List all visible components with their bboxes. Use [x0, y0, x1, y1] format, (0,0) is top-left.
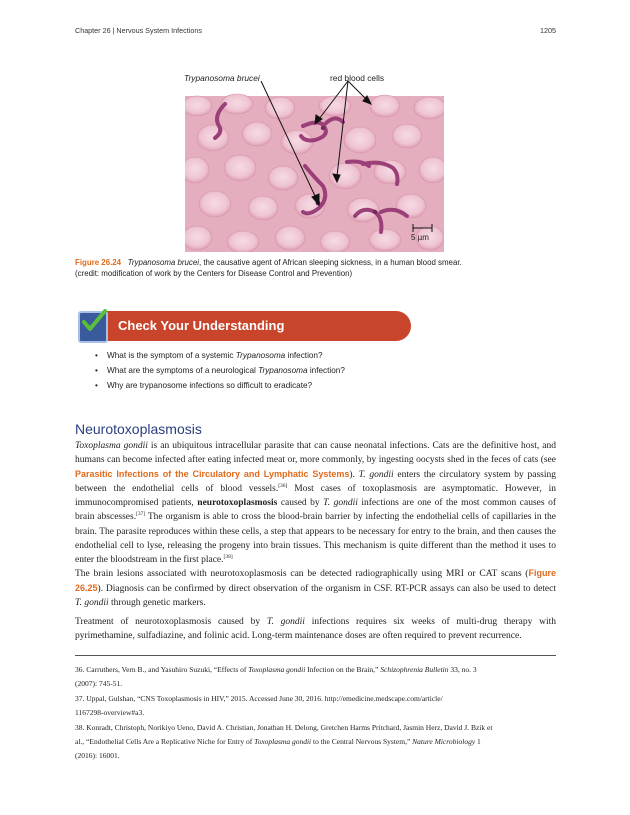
checkbox-icon — [78, 311, 108, 343]
key-term: neurotoxoplasmosis — [197, 498, 278, 509]
caption-credit: (credit: modification of work by the Centers for Disease Control and Prevention) — [75, 268, 353, 278]
figure-caption — [75, 258, 556, 279]
bullet-icon: • — [95, 366, 98, 375]
page-header — [75, 26, 556, 35]
running-head: Chapter 26 | Nervous System Infections — [75, 26, 202, 35]
page-number: 1205 — [540, 26, 556, 35]
footnote-37[interactable]: 37. Uppal, Gulshan, “CNS Toxoplasmosis in HIV,” 2015. Accessed June 30, 2016. http://emedicine.medscape.com/article/ — [75, 693, 443, 703]
paragraph-3: Treatment of neurotoxoplasmosis caused by T. gondii infections requires six weeks of multi-drug therapy with pyrimethamine, sulfadiazine, and folinic acid. Long-term maintenance doses are often required to prevent recurrence. — [75, 617, 557, 642]
reference-36[interactable]: [36] — [278, 483, 288, 490]
banner-title: Check Your Understanding — [118, 318, 285, 333]
understanding-questions — [95, 350, 525, 395]
reference-38[interactable]: [38] — [223, 553, 233, 560]
bullet-icon: • — [95, 381, 98, 390]
label-red-blood-cells: red blood cells — [330, 73, 385, 83]
question-item: • Why are trypanosome infections so difficult to eradicate? — [95, 381, 313, 390]
question-item: • What are the symptoms of a neurological Trypanosoma infection? — [95, 366, 345, 375]
blood-smear-micrograph — [185, 66, 444, 252]
footnote-38-end: (2016): 16001. — [75, 751, 120, 761]
link-parasitic-infections[interactable]: Parasitic Infections of the Circulatory and Lymphatic Systems — [75, 469, 350, 480]
label-trypanosoma-brucei: Trypanosoma brucei — [184, 73, 260, 83]
footnote-37-cont[interactable]: 1167298-overview#a3. — [75, 708, 145, 718]
figure-number: Figure 26.24 — [75, 258, 122, 267]
footnotes — [75, 663, 556, 764]
footnote-38-cont: al., “Endothelial Cells Are a Replicative Niche for Entry of Toxoplasma gondii to the Central Nervous System,” Nature Microbiology 1 — [75, 737, 481, 747]
paragraph-1: Toxoplasma gondii is an ubiquitous intracellular parasite that can cause neonatal infections. Cats are the definitive host, and humans can become infected after eating infected meat or, more commonly, by ingesting oocysts shed in the feces of cats (see Parasitic Infections of the Circulatory and Lymphatic Systems). T. gondii enters the circulatory system by passing between the endothelial cells of blood vessels.[36] Most cases of toxoplasmosis are asymptomatic. However, in immunocompromised patients, neurotoxoplasmosis caused by T. gondii infections are one of the most common causes of brain abscesses.[37] The organism is able to cross the blood-brain barrier by infecting the endothelial cells of capillaries in the brain. The parasite reproduces within these cells, a step that appears to be necessary for entry to the brain, and then causes the endothelial cell to lyse, releasing the progeny into brain tissues. This mechanism is quite different than the method it uses to enter the bloodstream in the first place.[38] — [75, 441, 557, 565]
footnote-divider — [75, 655, 556, 656]
caption-text: , the causative agent of African sleeping sickness, in a human blood smear. — [198, 258, 462, 267]
caption-species: Trypanosoma brucei — [127, 258, 199, 267]
footnote-36: 36. Carruthers, Vern B., and Yasuhiro Suzuki, “Effects of Toxoplasma gondii Infection on the Brain,” Schizophrenia Bulletin 33, no. 3 — [75, 665, 477, 674]
reference-37[interactable]: [37] — [136, 511, 146, 518]
micrograph-image — [185, 66, 444, 252]
footnote-38: 38. Konradt, Christoph, Norikiyo Ueno, David A. Christian, Jonathan H. Delong, Gretchen Harms Pritchard, Jasmin Herz, David J. Bzik et — [75, 722, 493, 732]
section-title: Neurotoxoplasmosis — [75, 421, 202, 437]
check-your-understanding-banner — [75, 311, 411, 343]
bullet-icon: • — [95, 351, 98, 360]
scale-bar-label: 5 µm — [411, 233, 429, 242]
question-item: • What is the symptom of a systemic Trypanosoma infection? — [95, 351, 323, 360]
checkmark-icon — [78, 307, 108, 337]
footnote-36-cont: (2007): 745-51. — [75, 679, 123, 689]
paragraph-2: The brain lesions associated with neurotoxoplasmosis can be detected radiographically using MRI or CAT scans (Figure 26.25). Diagnosis can be confirmed by direct observation of the organism in CSF. RT-PCR assays can also be used to detect T. gondii through genetic markers. — [75, 568, 556, 609]
link-figure-26-25[interactable]: Figure 26.25 — [75, 568, 556, 594]
